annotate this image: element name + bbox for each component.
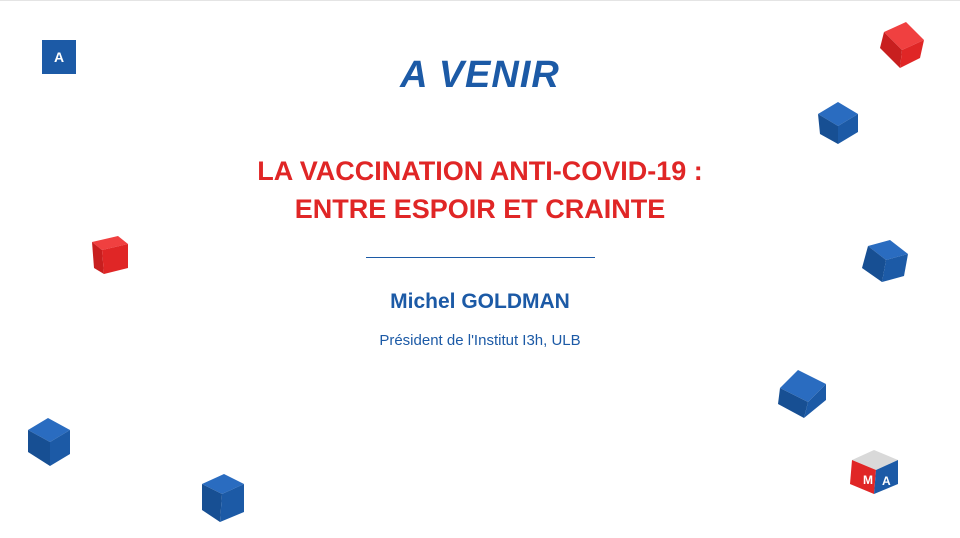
speaker-name: Michel GOLDMAN <box>390 290 570 313</box>
red-cube-icon <box>88 232 132 276</box>
letter-a-tile-label: A <box>53 49 65 65</box>
slide-heading: A VENIR <box>400 54 560 96</box>
slide-title-line-2: ENTRE ESPOIR ET CRAINTE <box>294 194 666 224</box>
blue-cube-icon <box>198 470 248 524</box>
ma-logo-cube-icon <box>846 446 904 498</box>
slide-title-line-1: LA VACCINATION ANTI-COVID-19 : <box>257 156 703 186</box>
divider-line <box>366 257 595 258</box>
blue-cube-icon <box>860 238 912 284</box>
blue-cube-icon <box>776 366 830 420</box>
blue-cube-icon <box>814 96 864 146</box>
blue-cube-icon <box>24 414 74 468</box>
logo-letter-m: M <box>863 473 873 487</box>
speaker-role: Président de l'Institut I3h, ULB <box>379 332 581 349</box>
slide-title <box>0 152 960 228</box>
top-border-line <box>0 0 960 1</box>
logo-letter-a: A <box>882 474 891 488</box>
